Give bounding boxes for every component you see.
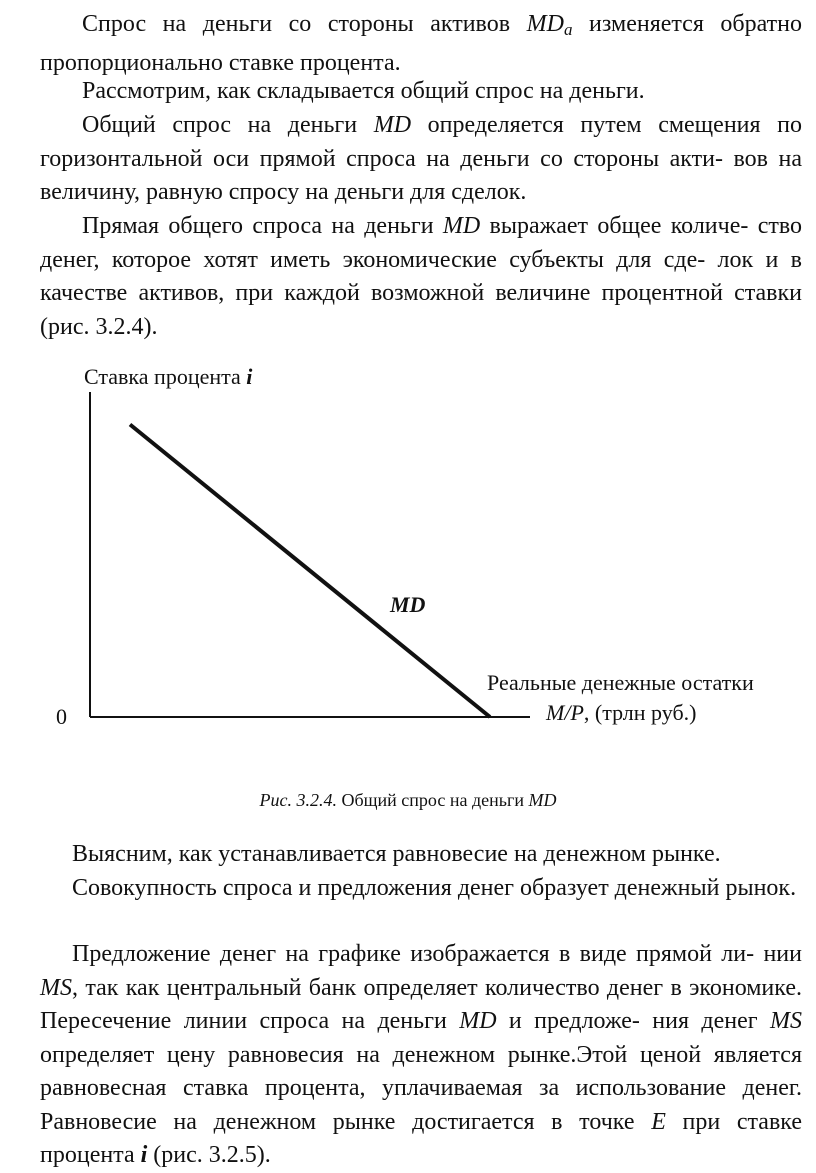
paragraph-4: Прямая общего спроса на деньги MD выражает общее количе- ство денег, которое хотят иметь экономические субъекты для сде- лок и в качестве активов, при каждой возможной величине процентной ставки (рис. 3.2.4). <box>40 213 803 340</box>
y-axis-label: Ставка процента i <box>84 364 253 389</box>
paragraph-5: Выясним, как устанавливается равновесие на денежном рынке. <box>72 841 721 867</box>
x-axis-label: Реальные денежные остатки <box>487 670 754 695</box>
paragraph-7: Предложение денег на графике изображается в виде прямой ли- нии MS, так как центральный банк определяет количество денег в экономике. Пересечение линии спроса на деньги MD и предложе- ния денег MS определяет цену равновесия на денежном рынке.Этой ценой является равновесная ставка процента, уплачиваемая за использование денег. Равновесие на денежном рынке достигается в точке E при ставке процента i (рис. 3.2.5). <box>40 941 803 1168</box>
origin-label: 0 <box>56 704 67 729</box>
figure-caption: Рис. 3.2.4. Общий спрос на деньги MD <box>259 790 557 810</box>
md-series-label: MD <box>390 592 426 617</box>
paragraph-2: Рассмотрим, как складывается общий спрос на деньги. <box>82 78 645 104</box>
paragraph-3: Общий спрос на деньги MD определяется путем смещения по горизонтальной оси прямой спроса на деньги со стороны акти- вов на величину, равную спросу на деньги для сделок. <box>40 112 802 205</box>
x-axis-unit-label: M/P, (трлн руб.) <box>546 700 697 725</box>
md-demand-line <box>130 425 490 718</box>
paragraph-6: Совокупность спроса и предложения денег образует денежный рынок. <box>72 875 797 901</box>
paragraph-1: Спрос на деньги со стороны активов $MD_a$ изменяется обратно пропорционально ставке процента. <box>40 11 802 76</box>
md-chart <box>0 350 816 780</box>
